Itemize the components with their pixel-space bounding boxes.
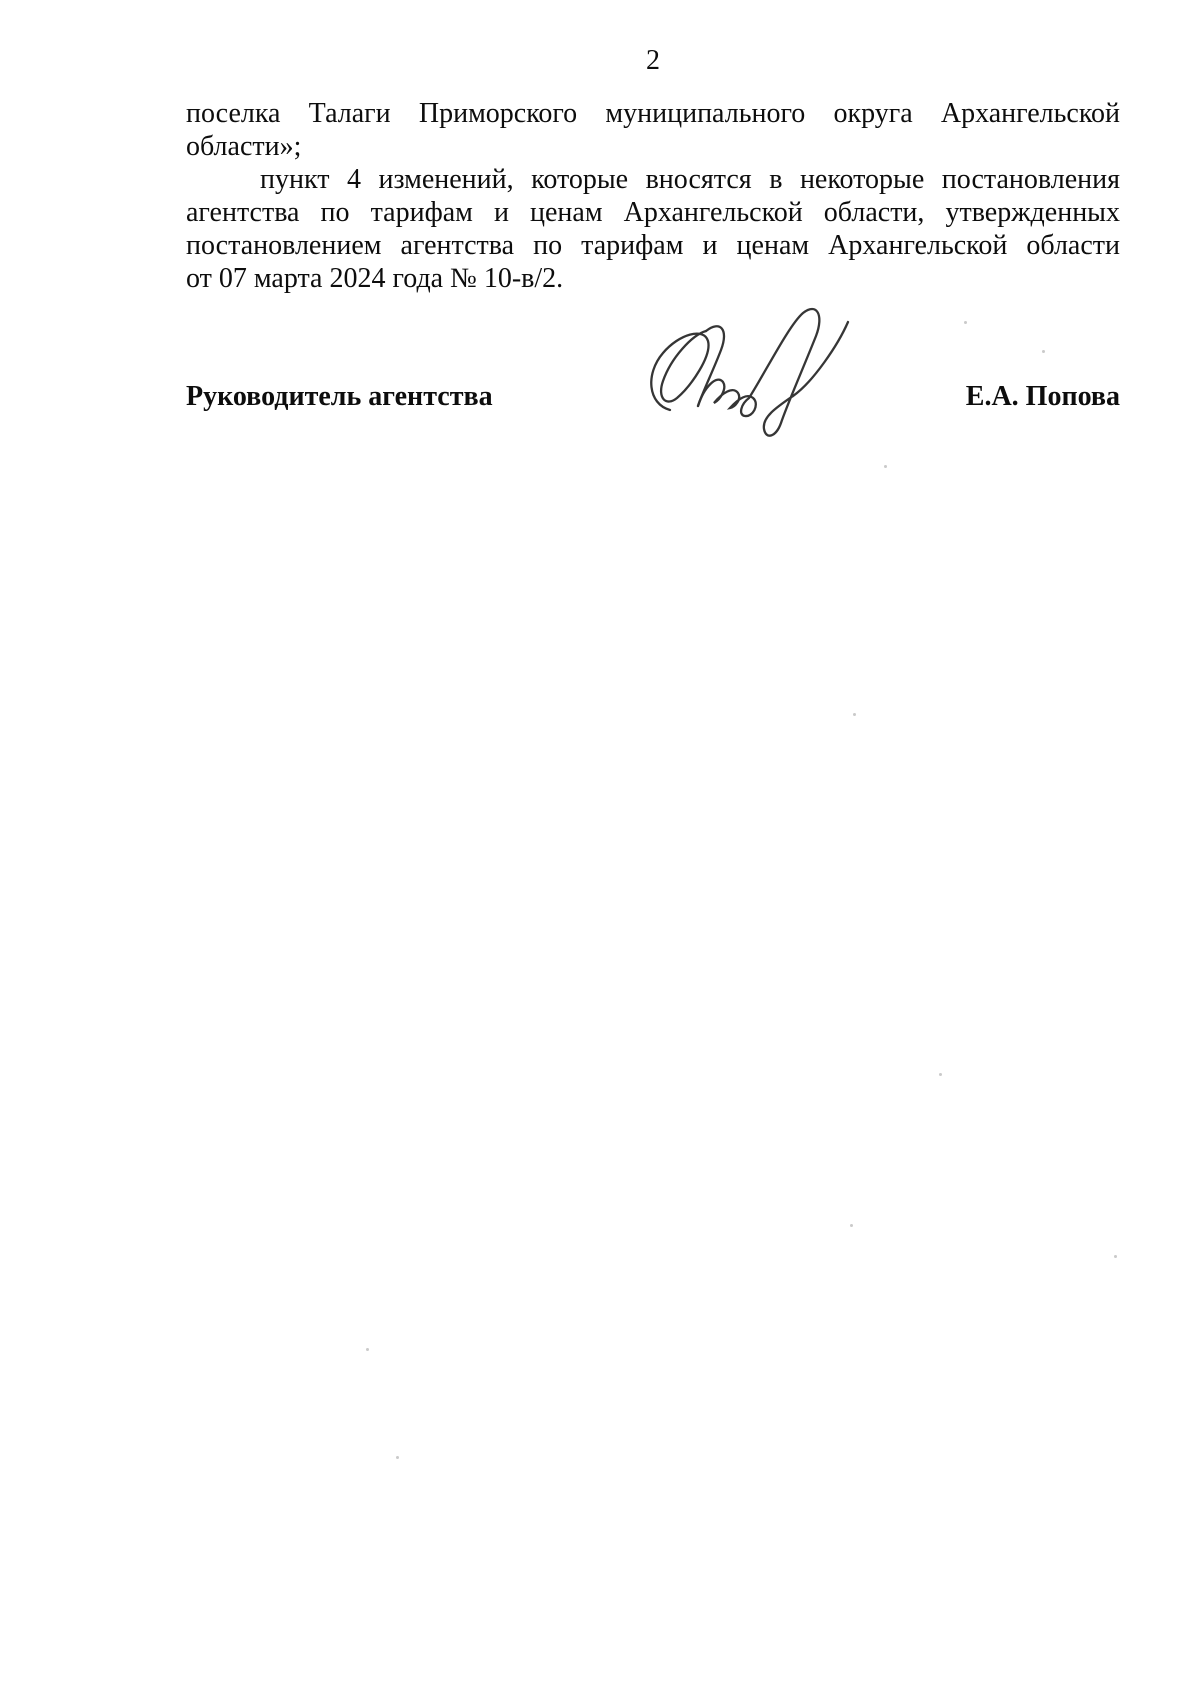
paragraph2-line-1: пункт 4 изменений, которые вносятся в некоторые постановления	[260, 164, 1120, 195]
scan-speck	[884, 465, 887, 468]
paragraph1-line-1: поселка Талаги Приморского муниципального округа Архангельской	[186, 98, 1120, 129]
scan-speck	[1114, 1255, 1117, 1258]
scan-speck	[366, 1348, 369, 1351]
scan-speck	[964, 321, 967, 324]
paragraph2-line-4: от 07 марта 2024 года № 10-в/2.	[186, 263, 564, 294]
scan-speck	[939, 1073, 942, 1076]
paragraph2-line-3: постановлением агентства по тарифам и ценам Архангельской области	[186, 230, 1120, 261]
signer-name: Е.А. Попова	[965, 381, 1120, 412]
signer-title: Руководитель агентства	[186, 381, 493, 412]
document-body	[186, 97, 1120, 295]
scan-speck	[850, 1224, 853, 1227]
paragraph1-line-2: области»;	[186, 131, 302, 162]
scan-speck	[1042, 350, 1045, 353]
paragraph2-line-2: агентства по тарифам и ценам Архангельской области, утвержденных	[186, 197, 1120, 228]
scan-speck	[853, 713, 856, 716]
scan-speck	[396, 1456, 399, 1459]
handwritten-signature-icon	[640, 288, 860, 446]
page-number: 2	[646, 45, 660, 76]
